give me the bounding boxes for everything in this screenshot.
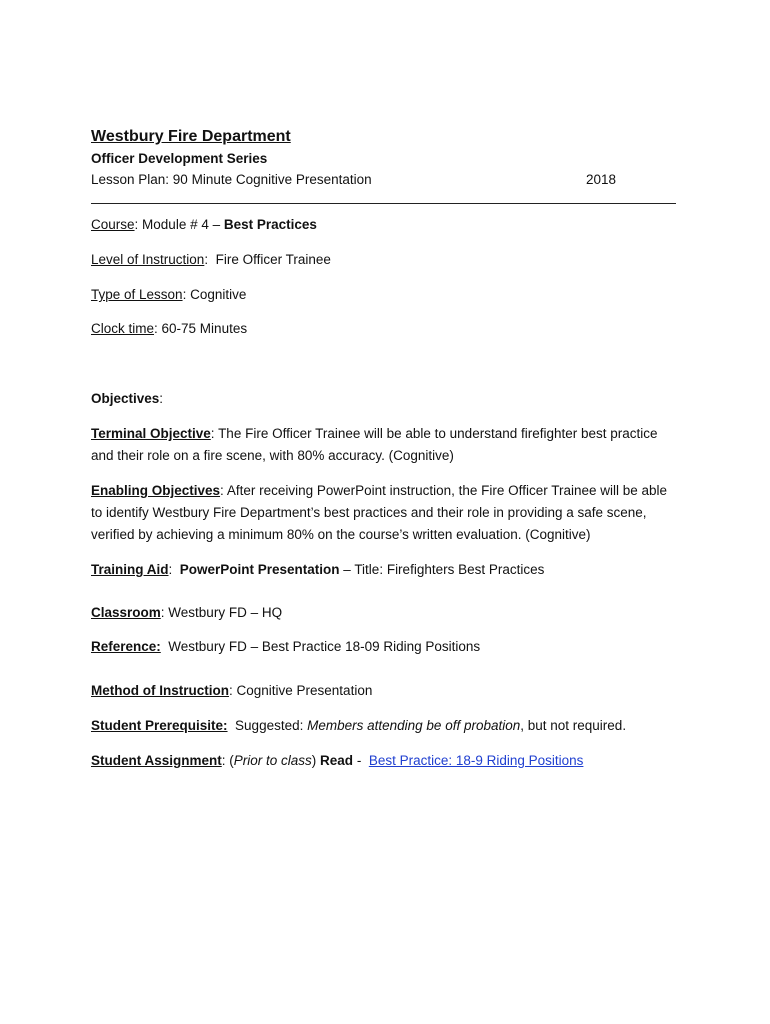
lesson-plan-content — [91, 128, 681, 772]
prerequisite-line — [91, 715, 681, 737]
course-line: Course: Module # 4 – Best Practices — [91, 217, 317, 232]
course-label: Course — [91, 217, 135, 232]
lesson-plan-label: Lesson Plan: 90 Minute Cognitive Presentation — [91, 172, 372, 187]
training-aid-line: Training Aid: PowerPoint Presentation – Title: Firefighters Best Practices — [91, 562, 545, 577]
lesson-plan-year: 2018 — [585, 172, 616, 187]
assignment-read: Read — [320, 753, 354, 768]
level-label: Level of Instruction — [91, 252, 205, 267]
clock-label: Clock time — [91, 321, 155, 336]
objectives-heading: Objectives: — [91, 391, 164, 406]
type-label: Type of Lesson — [91, 287, 183, 302]
series-title: Officer Development Series — [91, 151, 268, 166]
terminal-objective-label: Terminal Objective — [91, 426, 211, 441]
method-line: Method of Instruction: Cognitive Presentation — [91, 683, 373, 698]
prerequisite-label: Student Prerequisite: — [91, 718, 228, 733]
level-line: Level of Instruction: Fire Officer Trainee — [91, 252, 331, 267]
type-value: Cognitive — [190, 287, 247, 302]
clock-line: Clock time: 60-75 Minutes — [91, 321, 248, 336]
reference-label: Reference: — [91, 639, 161, 654]
enabling-objectives-text: After receiving PowerPoint instruction, the Fire Officer Trainee will be able to identify Westbury Fire Department’s best practices and their role in providing a safe scene, verified by achieving a minimum 80% on the course’s written evaluation. (Cognitive) — [91, 483, 668, 542]
method-label: Method of Instruction — [91, 683, 229, 698]
reference-line — [91, 636, 681, 658]
course-module: Module # 4 – — [142, 217, 224, 232]
enabling-objectives: Enabling Objectives: After receiving PowerPoint instruction, the Fire Officer Trainee will be able to identify Westbury Fire Department’s best practices and their role in providing a safe scene, verified by achieving a minimum 80% on the course’s written evaluation. (Cognitive) — [91, 483, 668, 542]
clock-value: 60-75 Minutes — [161, 321, 248, 336]
prerequisite-suffix: , but not required. — [520, 718, 627, 733]
training-aid-label: Training Aid — [91, 562, 169, 577]
level-value: Fire Officer Trainee — [215, 252, 331, 267]
terminal-objective-text: The Fire Officer Trainee will be able to understand firefighter best practice and their role on a fire scene, with 80% accuracy. (Cognitive) — [91, 426, 658, 463]
header-divider — [91, 191, 676, 204]
prerequisite-prefix: Suggested: — [235, 718, 308, 733]
assignment-italic: Prior to class — [233, 753, 312, 768]
enabling-objectives-label: Enabling Objectives — [91, 483, 221, 498]
type-line: Type of Lesson: Cognitive — [91, 287, 247, 302]
reference-value: Westbury FD – Best Practice 18-09 Riding Positions — [168, 639, 481, 654]
classroom-label: Classroom — [91, 605, 161, 620]
assignment-line: Student Assignment: (Prior to class) Read - Best Practice: 18-9 Riding Positions — [91, 753, 584, 768]
classroom-value: Westbury FD – HQ — [168, 605, 283, 620]
objectives-label: Objectives — [91, 391, 160, 406]
method-value: Cognitive Presentation — [236, 683, 373, 698]
assignment-label: Student Assignment — [91, 753, 222, 768]
course-name: Best Practices — [223, 217, 317, 232]
prerequisite-italic: Members attending be off probation — [307, 718, 521, 733]
lesson-plan-row — [91, 172, 616, 187]
terminal-objective: Terminal Objective: The Fire Officer Trainee will be able to understand firefighter best practice and their role on a fire scene, with 80% accuracy. (Cognitive) — [91, 426, 658, 463]
training-aid-rest: – Title: Firefighters Best Practices — [339, 562, 545, 577]
training-aid-bold: PowerPoint Presentation — [179, 562, 340, 577]
classroom-line: Classroom: Westbury FD – HQ — [91, 605, 283, 620]
department-title: Westbury Fire Department — [91, 128, 291, 145]
best-practice-link[interactable]: Best Practice: 18-9 Riding Positions — [368, 753, 584, 768]
